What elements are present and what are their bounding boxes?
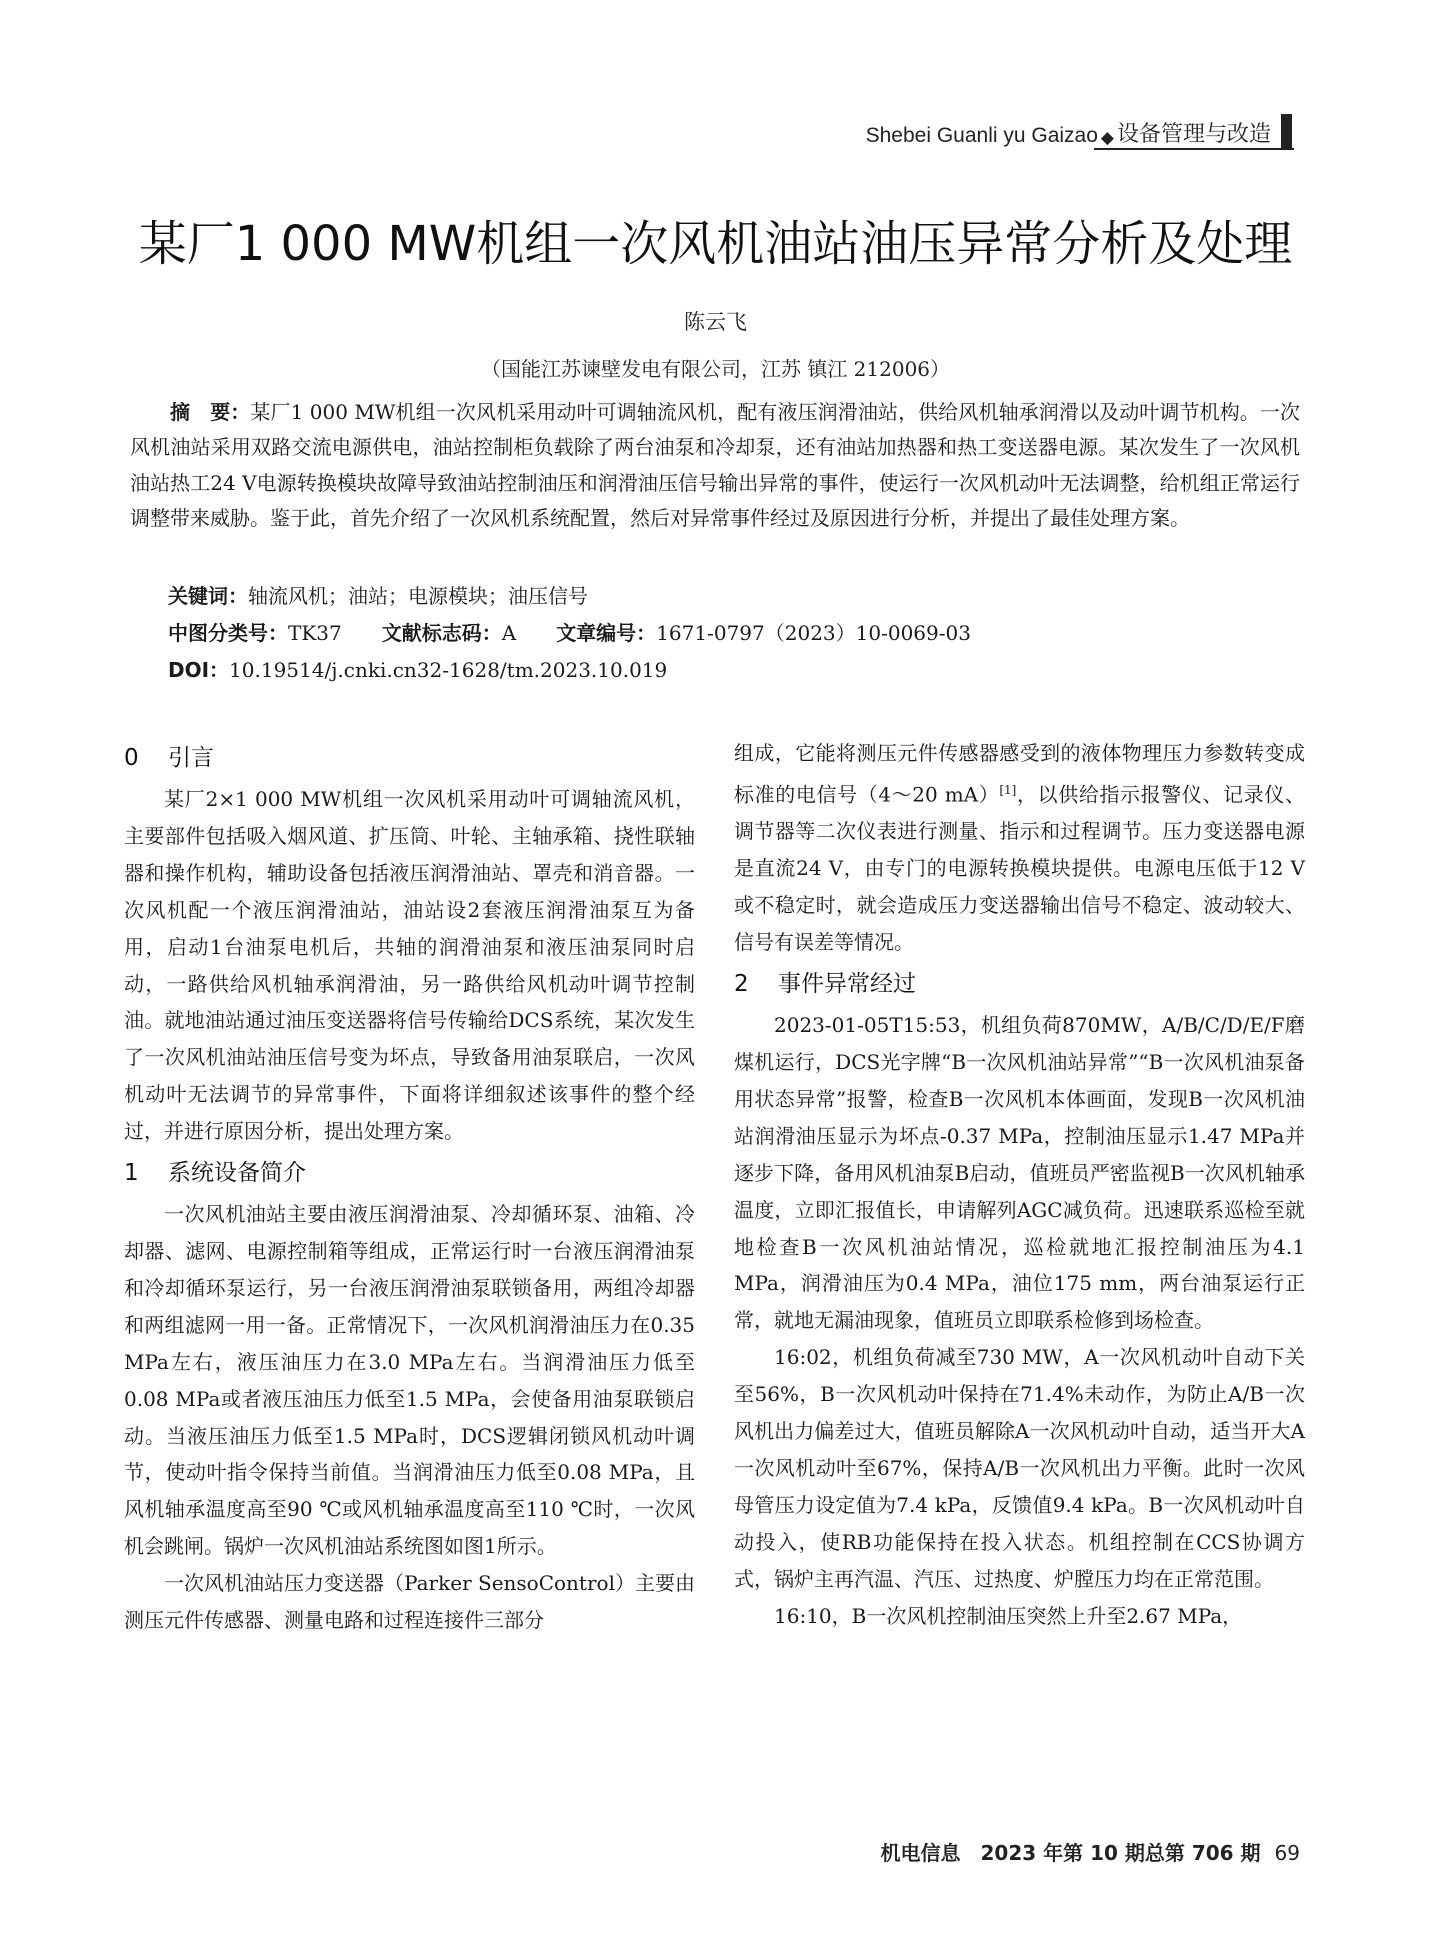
section-heading-2: 2 事件异常经过 <box>734 971 916 998</box>
header-underline <box>1094 148 1294 150</box>
paragraph: 某厂2×1 000 MW机组一次风机采用动叶可调轴流风机，主要部件包括吸入烟风道、扩压筒、叶轮、主轴承箱、挠性联轴器和操作机构，辅助设备包括液压润滑油站、罩壳和消音器。一次风机配一个液压润滑油站，油站设2套液压润滑油泵互为备用，启动1台油泵电机后，共轴的润滑油泵和液压油泵同时启动，一路供给风机轴承润滑油，另一路供给风机动叶调节控制油。就地油站通过油压变送器将信号传输给DCS系统，某次发生了一次风机油站油压信号变为坏点，导致备用油泵联启，一次风机动叶无法调节的异常事件，下面将详细叙述该事件的整个经过，并进行原因分析，提出处理方案。 <box>124 787 695 1144</box>
paragraph: 2023-01-05T15:53，机组负荷870MW，A/B/C/D/E/F磨煤机运行，DCS光字牌“B一次风机油站异常”“B一次风机油泵备用状态异常”报警，检查B一次风机本体画面，发现B一次风机油站润滑油压显示为坏点-0.37 MPa，控制油压显示1.47 MPa并逐步下降，备用风机油泵B启动，值班员严密监视B一次风机轴承温度，立即汇报值长，申请解列AGC减负荷。迅速联系巡检至就地检查B一次风机油站情况，巡检就地汇报控制油压为4.1 MPa，润滑油压为0.4 MPa，油位175 mm，两台油泵运行正常，就地无漏油现象，值班员立即联系检修到场检查。 <box>734 1013 1305 1333</box>
keywords-label: 关键词： <box>168 584 248 608</box>
citation-ref[interactable]: [1] <box>999 782 1017 797</box>
doc-code-label: 文献标志码： <box>381 621 502 645</box>
doi-line <box>168 654 667 683</box>
classification-line <box>168 617 971 646</box>
section-heading-1: 1 系统设备简介 <box>124 1160 306 1187</box>
keywords-text: 轴流风机；油站；电源模块；油压信号 <box>248 584 588 608</box>
doc-code-value: A <box>501 621 517 645</box>
keywords-line <box>168 580 588 609</box>
left-column <box>124 735 695 1639</box>
paragraph: 一次风机油站主要由液压润滑油泵、冷却循环泵、油箱、冷却器、滤网、电源控制箱等组成，正常运行时一台液压润滑油泵和冷却循环泵运行，另一台液压润滑油泵联锁备用，两组冷却器和两组滤网一用一备。正常情况下，一次风机润滑油压力在0.35 MPa左右，液压油压力在3.0 MPa左右。当润滑油压力低至0.08 MPa或者液压油压力低至1.5 MPa，会使备用油泵联锁启动。当液压油压力低至1.5 MPa时，DCS逻辑闭锁风机动叶调节，使动叶指令保持当前值。当润滑油压力低至0.08 MPa，且风机轴承温度高至90 ℃或风机轴承温度高至110 ℃时，一次风机会跳闸。锅炉一次风机油站系统图如图1所示。 <box>124 1202 695 1559</box>
article-title: 某厂1 000 MW机组一次风机油站油压异常分析及处理 <box>138 216 1293 272</box>
article-number-label: 文章编号： <box>556 621 657 645</box>
clc-label: 中图分类号： <box>168 621 288 645</box>
footer-journal-issue: 机电信息 2023 年第 10 期总第 706 期 <box>880 1841 1261 1865</box>
header-bar-mark <box>1281 114 1292 148</box>
section-heading-0: 0 引言 <box>124 745 214 771</box>
author: 陈云飞 <box>684 310 747 334</box>
affiliation: （国能江苏谏壁发电有限公司，江苏 镇江 212006） <box>480 357 951 381</box>
paragraph: 16:02，机组负荷减至730 MW，A一次风机动叶自动下关至56%，B一次风机动叶保持在71.4%未动作，为防止A/B一次风机出力偏差过大，值班员解除A一次风机动叶自动，适当开大A一次风机动叶至67%，保持A/B一次风机出力平衡。此时一次风母管压力设定值为7.4 kPa，反馈值9.4 kPa。B一次风机动叶自动投入，使RB功能保持在投入状态。机组控制在CCS协调方式，锅炉主再汽温、汽压、过热度、炉膛压力均在正常范围。 <box>734 1345 1305 1591</box>
article-number-value: 1671-0797（2023）10-0069-03 <box>656 621 971 645</box>
abstract-label: 摘 要： <box>170 400 251 424</box>
page-number: 69 <box>1274 1841 1300 1865</box>
paragraph-continued: 组成，它能将测压元件传感器感受到的液体物理压力参数转变成标准的电信号（4～20 mA）[1]，以供给指示报警仪、记录仪、调节器等二次仪表进行测量、指示和过程调节。压力变送器电源是直流24 V，由专门的电源转换模块提供。电源电压低于12 V或不稳定时，就会造成压力变送器输出信号不稳定、波动较大、信号有误差等情况。 <box>734 741 1305 955</box>
clc-value: TK37 <box>288 621 342 645</box>
journal-name-en: Shebei Guanli yu Gaizao <box>865 124 1098 147</box>
diamond-separator-icon: ◆ <box>1100 128 1114 148</box>
paragraph: 16:10，B一次风机控制油压突然上升至2.67 MPa， <box>774 1603 1243 1628</box>
paragraph: 一次风机油站压力变送器（Parker SensoControl）主要由测压元件传感器、测量电路和过程连接件三部分 <box>124 1571 695 1633</box>
abstract <box>130 395 1300 537</box>
right-column <box>734 735 1305 1635</box>
doi-label: DOI： <box>168 658 230 682</box>
running-head <box>860 110 1292 148</box>
doi-value: 10.19514/j.cnki.cn32-1628/tm.2023.10.019 <box>229 658 668 682</box>
page-footer <box>800 1837 1300 1866</box>
abstract-text: 某厂1 000 MW机组一次风机采用动叶可调轴流风机，配有液压润滑油站，供给风机轴承润滑以及动叶调节机构。一次风机油站采用双路交流电源供电，油站控制柜负载除了两台油泵和冷却泵，还有油站加热器和热工变送器电源。某次发生了一次风机油站热工24 V电源转换模块故障导致油站控制油压和润滑油压信号输出异常的事件，使运行一次风机动叶无法调整，给机组正常运行调整带来威胁。鉴于此，首先介绍了一次风机系统配置，然后对异常事件经过及原因进行分析，并提出了最佳处理方案。 <box>130 400 1300 531</box>
section-name-zh: 设备管理与改造 <box>1116 122 1271 147</box>
